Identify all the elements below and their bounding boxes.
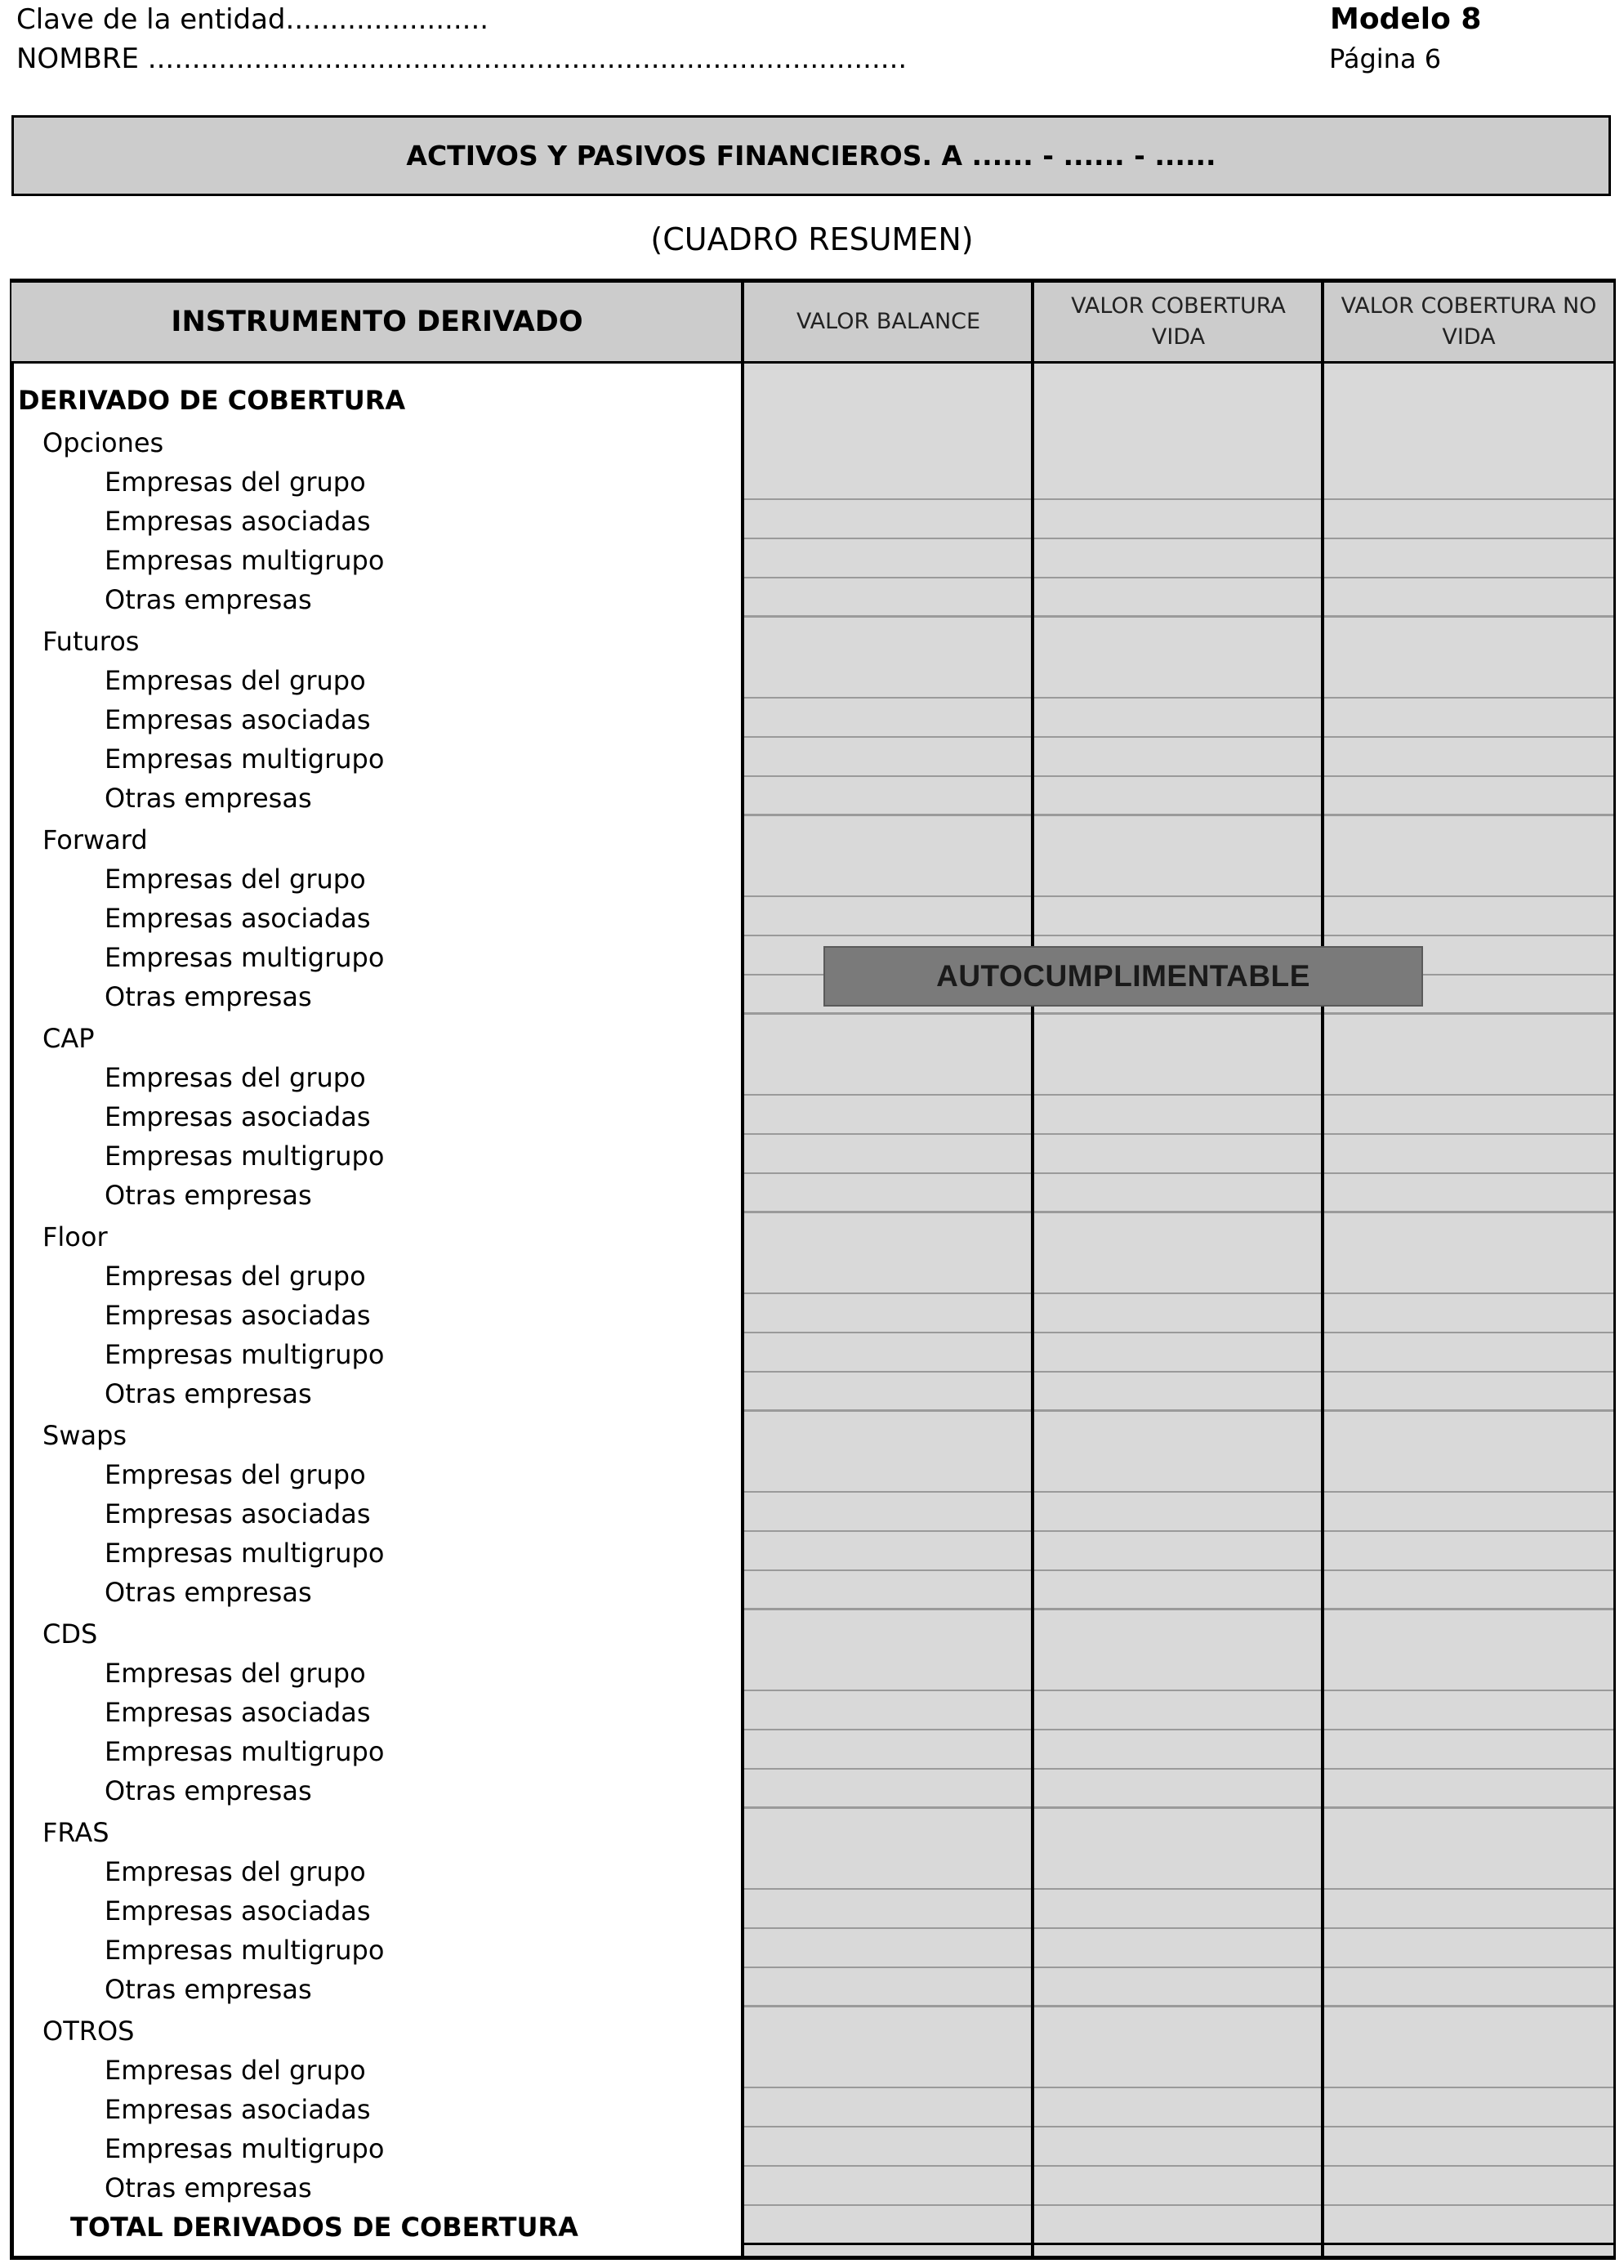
- subitem-label: Empresas multigrupo: [105, 1339, 385, 1370]
- subitem-label: Otras empresas: [105, 1378, 312, 1409]
- value-columns-area: [744, 364, 1613, 2256]
- row-separator: [744, 2087, 1613, 2088]
- form-title-box: [11, 115, 1611, 196]
- row-separator: [744, 1371, 1613, 1373]
- group-label: Floor: [42, 1221, 108, 1252]
- row-separator: [744, 935, 1613, 936]
- group-label: OTROS: [42, 2016, 135, 2047]
- subitem-label: Empresas multigrupo: [105, 545, 385, 576]
- form-subtitle: (CUADRO RESUMEN): [650, 221, 974, 257]
- subitem-label: Otras empresas: [105, 1974, 312, 2005]
- group-label: CAP: [42, 1023, 95, 1054]
- subitem-label: Empresas multigrupo: [105, 942, 385, 973]
- group-label: Opciones: [42, 427, 164, 458]
- row-separator: [744, 814, 1613, 815]
- subitem-label: Empresas asociadas: [105, 1498, 371, 1529]
- subitem-label: Empresas asociadas: [105, 506, 371, 537]
- row-separator: [744, 538, 1613, 539]
- section-title: DERIVADO DE COBERTURA: [18, 385, 406, 416]
- group-label: Futuros: [42, 626, 140, 657]
- row-separator: [744, 1292, 1613, 1294]
- subitem-label: Empresas del grupo: [105, 1062, 366, 1093]
- subitem-label: Otras empresas: [105, 1577, 312, 1608]
- row-separator: [744, 1491, 1613, 1493]
- subitem-label: Empresas multigrupo: [105, 743, 385, 775]
- subitem-label: Empresas asociadas: [105, 1895, 371, 1926]
- entity-key-label: Clave de la entidad.......................: [16, 3, 489, 36]
- group-label: Forward: [42, 824, 148, 855]
- row-separator: [744, 775, 1613, 777]
- col-divider-1: [741, 283, 744, 2256]
- col-divider-2: [1031, 283, 1034, 2256]
- row-separator: [744, 2005, 1613, 2007]
- row-separator: [744, 1172, 1613, 1174]
- subitem-label: Empresas del grupo: [105, 1459, 366, 1490]
- subitem-label: Otras empresas: [105, 981, 312, 1012]
- subitem-label: Empresas del grupo: [105, 665, 366, 696]
- row-separator: [744, 1806, 1613, 1808]
- auto-complete-label: AUTOCUMPLIMENTABLE: [936, 959, 1310, 993]
- row-separator: [744, 736, 1613, 738]
- row-separator: [744, 1967, 1613, 1968]
- subitem-label: Otras empresas: [105, 2172, 312, 2203]
- row-separator: [744, 1690, 1613, 1691]
- auto-complete-badge: [823, 946, 1423, 1007]
- row-separator: [744, 895, 1613, 897]
- subitem-label: Empresas multigrupo: [105, 2133, 385, 2164]
- row-separator: [744, 1530, 1613, 1532]
- subitem-label: Empresas multigrupo: [105, 1736, 385, 1767]
- col-header-balance: VALOR BALANCE: [796, 309, 981, 334]
- row-separator: [744, 2126, 1613, 2127]
- subitem-label: Empresas asociadas: [105, 704, 371, 735]
- subitem-label: Empresas del grupo: [105, 864, 366, 895]
- page-number: Página 6: [1329, 43, 1442, 74]
- row-separator: [744, 1409, 1613, 1411]
- subitem-label: Empresas del grupo: [105, 1856, 366, 1887]
- subitem-label: Otras empresas: [105, 584, 312, 615]
- subitem-label: Empresas del grupo: [105, 1658, 366, 1689]
- subitem-label: Otras empresas: [105, 783, 312, 814]
- row-separator: [744, 577, 1613, 578]
- row-separator: [744, 1768, 1613, 1770]
- subitem-label: Empresas del grupo: [105, 1261, 366, 1292]
- row-separator: [744, 1332, 1613, 1333]
- row-separator: [744, 1927, 1613, 1929]
- row-separator: [744, 1094, 1613, 1096]
- subitem-label: Empresas multigrupo: [105, 1141, 385, 1172]
- subitem-label: Empresas multigrupo: [105, 1538, 385, 1569]
- row-separator: [744, 1888, 1613, 1890]
- row-separator: [744, 615, 1613, 617]
- group-label: FRAS: [42, 1817, 109, 1848]
- group-label: Swaps: [42, 1420, 127, 1451]
- col-header-life: VALOR COBERTURA VIDA: [1071, 293, 1286, 350]
- subitem-label: Empresas asociadas: [105, 1101, 371, 1132]
- model-number: Modelo 8: [1330, 2, 1482, 36]
- col-header-non-life: VALOR COBERTURA NO VIDA: [1341, 293, 1597, 350]
- row-separator: [744, 2165, 1613, 2167]
- subitem-label: Otras empresas: [105, 1180, 312, 1211]
- subitem-label: Empresas asociadas: [105, 1697, 371, 1728]
- subitem-label: Otras empresas: [105, 1775, 312, 1806]
- row-separator: [744, 2204, 1613, 2206]
- subitem-label: Empresas del grupo: [105, 467, 366, 498]
- row-separator: [744, 1729, 1613, 1730]
- subitem-label: Empresas asociadas: [105, 903, 371, 934]
- total-label: TOTAL DERIVADOS DE COBERTURA: [70, 2212, 578, 2243]
- row-separator: [744, 1608, 1613, 1609]
- subitem-label: Empresas asociadas: [105, 1300, 371, 1331]
- col-divider-3: [1321, 283, 1324, 2256]
- row-separator: [744, 697, 1613, 699]
- row-separator: [744, 1211, 1613, 1212]
- subitem-label: Empresas del grupo: [105, 2055, 366, 2086]
- group-label: CDS: [42, 1618, 98, 1650]
- total-row-bottom-line: [744, 2243, 1613, 2245]
- row-separator: [744, 1569, 1613, 1571]
- row-separator: [744, 1012, 1613, 1014]
- subitem-label: Empresas multigrupo: [105, 1935, 385, 1966]
- entity-name-label: NOMBRE ......................................................................................: [16, 42, 908, 75]
- row-separator: [744, 1133, 1613, 1135]
- col-header-instrument: INSTRUMENTO DERIVADO: [171, 306, 583, 338]
- form-title: ACTIVOS Y PASIVOS FINANCIEROS. A ...... - ...... - ......: [406, 140, 1216, 172]
- row-separator: [744, 498, 1613, 500]
- subitem-label: Empresas asociadas: [105, 2094, 371, 2125]
